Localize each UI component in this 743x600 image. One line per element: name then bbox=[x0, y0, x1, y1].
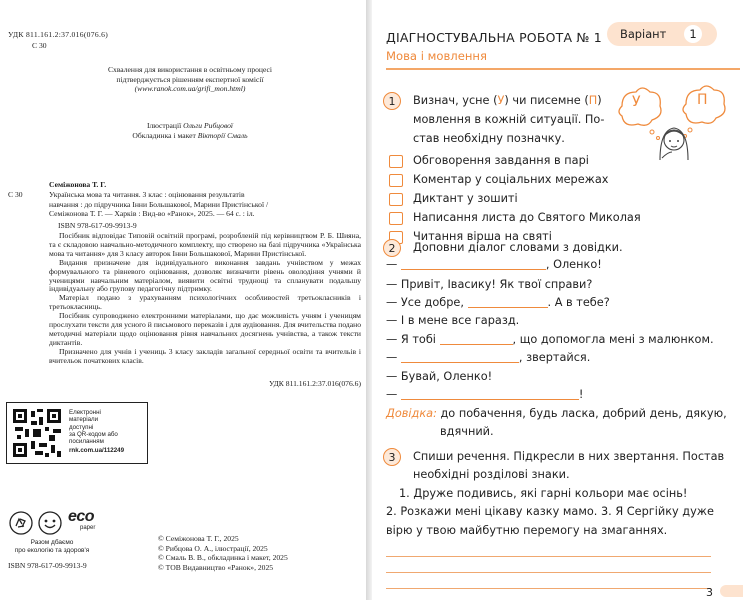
answer-blank[interactable] bbox=[468, 306, 548, 308]
eco-caption-line: про екологію та здоров'я bbox=[14, 547, 90, 554]
hint-label: Довідка: bbox=[386, 407, 437, 420]
task1-text: ) чи писемне ( bbox=[504, 94, 589, 107]
bibliographic-description bbox=[49, 190, 361, 219]
description-paragraph: Призначено для учнів і учениць 3 класу закладів загальної середньої освіти та вчительів і вчительок початкових класів. bbox=[49, 346, 361, 365]
writing-line[interactable] bbox=[386, 572, 711, 573]
girl-illustration-icon bbox=[612, 80, 734, 160]
qr-caption-line: Електронні bbox=[69, 409, 101, 416]
approval-url: (www.ranok.com.ua/grifi_mon.html) bbox=[134, 84, 246, 93]
hint-line bbox=[386, 404, 727, 423]
dialog-text: Я тобі bbox=[400, 333, 436, 346]
biblio-line: навчання : до підручника Інни Большакової, Марини Пристінської / bbox=[49, 199, 269, 209]
qr-caption bbox=[69, 409, 145, 455]
bubble-p-letter: П bbox=[697, 92, 708, 108]
copyright-line: © ТОВ Видавництво «Ранок», 2025 bbox=[158, 562, 274, 572]
answer-checkbox[interactable] bbox=[389, 193, 403, 206]
cover-label: Обкладинка і макет bbox=[132, 130, 196, 140]
hint-text: вдячний. bbox=[440, 425, 494, 438]
variant-label: Варіант bbox=[620, 27, 667, 41]
dash: — bbox=[386, 370, 398, 383]
description-paragraph: Посібник відповідає Типовій освітній програмі, розробленій під керівництвом Р. Б. Шияна, та є складовою навчально-методичного комплекту, що створено на базі підручника «Українська мова та читання» для 3 класу авторок Інни Большакової, Марини Пристінської. bbox=[49, 231, 361, 258]
worksheet-page bbox=[372, 0, 743, 600]
dialog-line bbox=[386, 293, 610, 312]
description-paragraph: Видання призначене для індивідуального виконання завдань учнівством у межах формувального та рівневого оцінювання, дозволяє визначити рівень оволодіння учнями й ученицями навчальним матеріалом, виявити освітні труднощі та спланувати подальшу індивідуальну або групову педагогічну підтримку. bbox=[49, 257, 361, 294]
eco-logos bbox=[8, 510, 108, 536]
dash: — bbox=[386, 278, 398, 291]
page-number: 3 bbox=[706, 586, 713, 599]
qr-caption-line: доступні bbox=[69, 423, 94, 431]
option-label: Коментар у соціальних мережах bbox=[413, 173, 609, 186]
task2-instruction: Доповни діалог словами з довідки. bbox=[413, 241, 623, 254]
dialog-line bbox=[386, 330, 714, 349]
task1-line: мовлення в кожній ситуації. По- bbox=[413, 113, 605, 126]
dash: — bbox=[386, 296, 398, 309]
answer-blank[interactable] bbox=[401, 398, 579, 400]
dialog-line bbox=[386, 255, 602, 274]
udk-code: УДК 811.161.2:37.016(076.6) bbox=[8, 30, 109, 39]
credits-block bbox=[30, 121, 350, 140]
task1-line: став необхідну позначку. bbox=[413, 132, 565, 145]
biblio-line: Семіжонова Т. Г. — Харків : Вид-во «Ранок», 2025. — 64 с. : іл. bbox=[49, 209, 255, 218]
letter-p: П bbox=[588, 94, 598, 107]
qr-caption-line: посиланням bbox=[69, 438, 104, 446]
dialog-text: ! bbox=[578, 388, 584, 401]
isbn-bottom: ISBN 978-617-09-9913-9 bbox=[8, 561, 87, 570]
author-name: Семіжонова Т. Г. bbox=[49, 180, 107, 189]
bubble-u-letter: У bbox=[632, 94, 641, 110]
task3-line: необхідні розділові знаки. bbox=[413, 468, 570, 481]
header-rule bbox=[386, 68, 740, 70]
writing-line[interactable] bbox=[386, 588, 711, 589]
task-number: 1 bbox=[383, 92, 401, 110]
letter-u: У bbox=[497, 94, 505, 107]
answer-checkbox[interactable] bbox=[389, 155, 403, 168]
eco-logo-text: eco bbox=[68, 508, 95, 525]
dialog-text: , що допомогла мені з малюнком. bbox=[512, 333, 714, 346]
dialog-text: , звертайся. bbox=[518, 351, 591, 364]
option-label: Написання листа до Святого Миколая bbox=[413, 211, 641, 224]
answer-checkbox[interactable] bbox=[389, 174, 403, 187]
imprint-page bbox=[0, 0, 366, 600]
cover-credit bbox=[30, 131, 350, 141]
answer-blank[interactable] bbox=[401, 268, 546, 270]
hint-text: до побачення, будь ласка, добрий день, дякую, bbox=[440, 407, 727, 420]
task3-line: Спиши речення. Підкресли в них звертання. Постав bbox=[413, 450, 725, 463]
isbn: ISBN 978-617-09-9913-9 bbox=[58, 221, 137, 230]
task3-sentence: вірю у твою майбутню перемогу на змаганнях. bbox=[386, 524, 668, 537]
worksheet-subtitle: Мова і мовлення bbox=[386, 49, 487, 63]
dash: — bbox=[386, 333, 398, 346]
approval-line: підтверджується рішенням експертної комісії bbox=[116, 74, 264, 84]
dash: — bbox=[386, 258, 398, 271]
copyright-line: © Смаль В. В., обкладинка і макет, 2025 bbox=[158, 553, 288, 562]
dialog-text: Усе добре, bbox=[400, 296, 464, 309]
description-block bbox=[49, 232, 361, 366]
task1-line bbox=[413, 91, 602, 110]
index-code: С 30 bbox=[32, 41, 47, 50]
cover-name: Вікторії Смаль bbox=[197, 130, 248, 140]
qr-caption-line: за QR-кодом або bbox=[69, 430, 118, 438]
task3-sentence: 2. Розкажи мені цікаву казку мамо. 3. Я Сергійку дуже bbox=[386, 505, 714, 518]
option-label: Диктант у зошиті bbox=[413, 192, 518, 205]
qr-link[interactable]: rnk.com.ua/112249 bbox=[69, 447, 125, 455]
dash: — bbox=[386, 351, 398, 364]
copyright-line: © Семіжонова Т. Г., 2025 bbox=[158, 534, 239, 543]
dialog-line bbox=[386, 311, 519, 330]
writing-line[interactable] bbox=[386, 556, 711, 557]
task-number: 2 bbox=[383, 239, 401, 257]
answer-checkbox[interactable] bbox=[389, 212, 403, 225]
dialog-line bbox=[386, 367, 492, 386]
task-number: 3 bbox=[383, 448, 401, 466]
dialog-line bbox=[386, 385, 583, 404]
udk-bottom: УДК 811.161.2:37.016(076.6) bbox=[269, 379, 361, 388]
illustrations-label: Ілюстрації bbox=[146, 121, 182, 130]
dialog-text: Привіт, Івасику! Як твої справи? bbox=[400, 278, 593, 291]
page-tab bbox=[720, 585, 743, 597]
dialog-text: , Оленко! bbox=[545, 258, 602, 271]
dialog-line bbox=[386, 348, 590, 367]
dash: — bbox=[386, 388, 398, 401]
variant-badge bbox=[607, 22, 717, 46]
dialog-text: . А в тебе? bbox=[547, 296, 610, 309]
eco-caption-line: Разом дбаємо bbox=[30, 539, 74, 546]
description-paragraph: Матеріал подано з урахуванням психологічних особливостей третьокласників і третьокласниць. bbox=[49, 293, 361, 312]
illustrations-credit bbox=[30, 121, 350, 131]
task1-text: ) bbox=[597, 94, 602, 107]
dialog-line bbox=[386, 275, 592, 294]
qr-code-icon bbox=[13, 409, 61, 457]
dialog-text: І в мене все гаразд. bbox=[400, 314, 520, 327]
qr-caption-line: матеріали bbox=[69, 416, 99, 424]
copyright-line: © Рибцова О. А., ілюстрації, 2025 bbox=[158, 543, 268, 553]
option-label: Читання вірша на святі bbox=[413, 230, 552, 243]
answer-blank[interactable] bbox=[401, 361, 519, 363]
biblio-line: Українська мова та читання. 3 клас : оцінювання результатів bbox=[49, 190, 245, 199]
task3-sentence: 1. Друже подивись, які гарні кольори має осінь! bbox=[399, 487, 688, 500]
option-label: Обговорення завдання в парі bbox=[413, 154, 589, 167]
copyright-block bbox=[158, 534, 363, 572]
dash: — bbox=[386, 314, 398, 327]
worksheet-title: ДІАГНОСТУВАЛЬНА РОБОТА № 1 bbox=[386, 30, 602, 45]
approval-block bbox=[30, 65, 350, 94]
qr-block bbox=[6, 402, 148, 464]
dialog-text: Бувай, Оленко! bbox=[400, 370, 493, 383]
variant-number: 1 bbox=[684, 25, 702, 43]
eco-logo-sub: paper bbox=[80, 525, 96, 531]
girl-thinking-illustration bbox=[612, 80, 734, 160]
illustrations-name: Ольги Рибцової bbox=[183, 121, 234, 130]
card-index: С 30 bbox=[8, 190, 23, 199]
description-paragraph: Посібник супроводжено електронними матеріалами, що дає можливість учням і ученицям прослухати тексти для усного й письмового переказів і для аудіювання. Для вчительства подано методичні матеріали щодо оцінювання рівня навчальних досягнень учнівства, а також тексти диктантів. bbox=[49, 311, 361, 347]
eco-caption bbox=[2, 539, 102, 555]
approval-line: Схвалення для використання в освітньому процесі bbox=[107, 65, 273, 74]
answer-blank[interactable] bbox=[440, 343, 513, 345]
task1-text: Визнач, усне ( bbox=[413, 94, 498, 107]
